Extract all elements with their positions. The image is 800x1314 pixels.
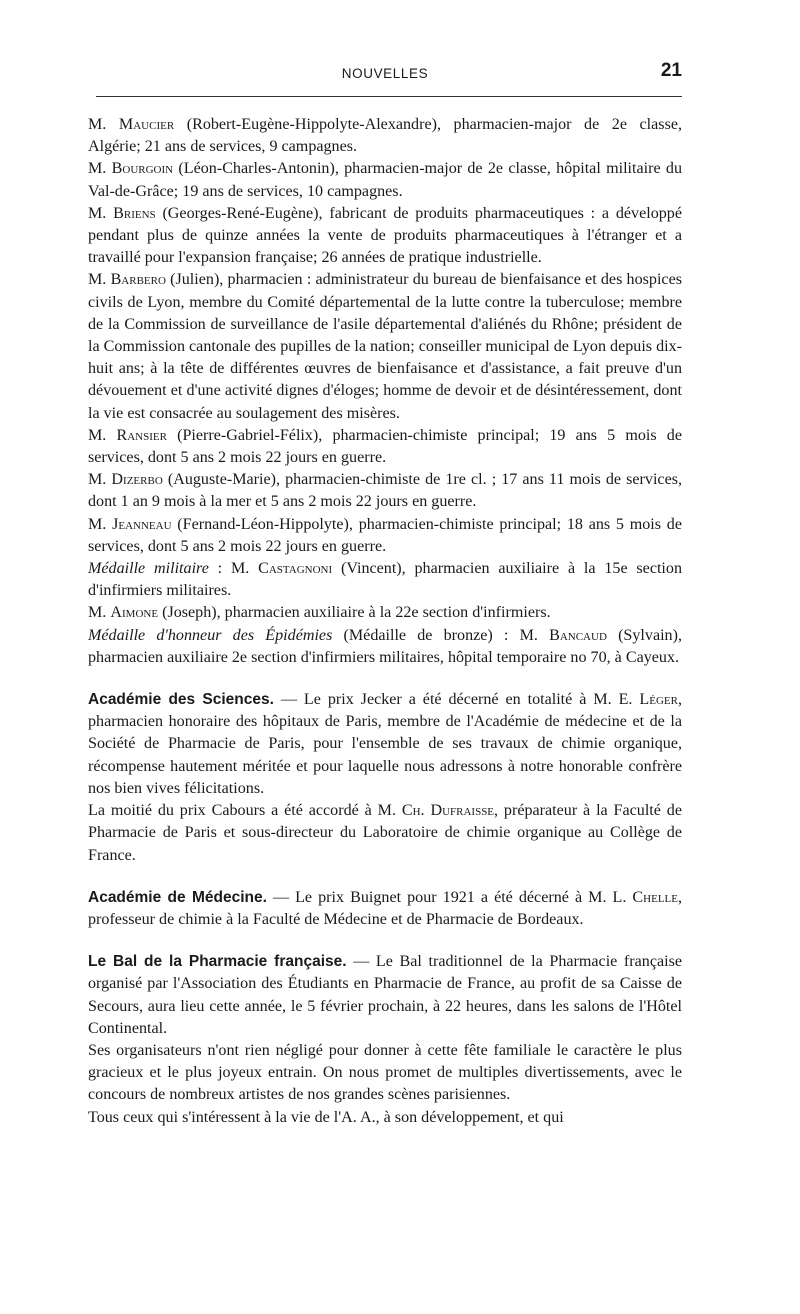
entry-prefix: M. bbox=[88, 426, 107, 444]
section-heading-medecine: Académie de Médecine. bbox=[88, 888, 267, 906]
entry-connector: (Médaille de bronze) : M. bbox=[332, 626, 550, 644]
entry-aimone bbox=[88, 602, 682, 624]
entry-castagnoni bbox=[88, 558, 682, 602]
entry-bourgoin bbox=[88, 158, 682, 202]
sciences-paragraph-1 bbox=[88, 689, 682, 800]
entry-prefix: M. bbox=[88, 116, 107, 133]
entry-text: (Georges-René-Eugène), fabricant de produits pharmaceutiques : a développé pendant plus de quinze années la vente de produits pharmaceutiques à l'étranger et a travaillé pour l'expansion française; 26 années de pratique industrielle. bbox=[88, 204, 682, 267]
paragraph-text: , professeur de chimie à la Faculté de Médecine et de Pharmacie de Bordeaux. bbox=[88, 888, 683, 928]
person-name: Bancaud bbox=[549, 626, 607, 644]
paragraph-text: — Le prix Buignet pour 1921 a été décerné à M. L. bbox=[266, 888, 633, 906]
paragraph-text: , pharmacien honoraire des hôpitaux de Paris, membre de l'Académie de médecine et de la Société de Pharmacie de Paris, pour l'ensemble de ses travaux de chimie organique, récompense hautement méritée et pour laquelle nous adressons à notre honorable confrère nos bien vives félicitations. bbox=[88, 691, 682, 797]
article-body bbox=[88, 114, 682, 1129]
entry-bancaud bbox=[88, 625, 682, 669]
entry-jeanneau bbox=[88, 514, 682, 558]
person-name: Aimone bbox=[110, 604, 159, 622]
section-spacer bbox=[88, 867, 682, 887]
entry-dizerbo bbox=[88, 469, 682, 513]
paragraph-text: — Le Bal traditionnel de la Pharmacie française organisé par l'Association des Étudiants en Pharmacie de France, au profit de sa Caisse de Secours, aura lieu cette année, le 5 février prochain, à 22 heures, dans les salons de l'Hôtel Continental. bbox=[88, 953, 683, 1037]
entry-briens bbox=[88, 203, 682, 270]
sciences-paragraph-2 bbox=[88, 800, 682, 867]
entry-prefix: M. bbox=[88, 160, 107, 178]
section-spacer bbox=[88, 669, 682, 689]
paragraph-text: La moitié du prix Cabours a été accordé à M. bbox=[88, 802, 402, 820]
entry-text: (Joseph), pharmacien auxiliaire à la 22e section d'infirmiers. bbox=[158, 604, 551, 622]
section-spacer bbox=[88, 931, 682, 951]
entry-text: (Julien), pharmacien : administrateur du bureau de bienfaisance et des hospices civils de Lyon, membre du Comité départemental de la lutte contre la tuberculose; membre de la Commission de surveillance de l'asile départemental d'aliénés du Rhône; président de la Commission cantonale des pupilles de la nation; conseiller municipal de Lyon depuis dix-huit ans; à la tête de différentes œuvres de bienfaisance et d'assistance, a fait preuve d'un dévouement et d'une activité dignes d'éloges; homme de devoir et de désintéressement, dont la vie est consacrée au soulagement des misères. bbox=[88, 271, 683, 422]
page-number: 21 bbox=[660, 60, 682, 81]
person-name: Barbero bbox=[110, 271, 166, 289]
entry-barbero bbox=[88, 269, 682, 424]
person-name: Léger bbox=[639, 691, 678, 709]
entry-prefix: M. bbox=[88, 604, 107, 622]
header-rule bbox=[96, 96, 682, 97]
entry-text: (Pierre-Gabriel-Félix), pharmacien-chimiste principal; 19 ans 5 mois de services, dont 5 ans 2 mois 22 jours en guerre. bbox=[88, 426, 682, 467]
award-title: Médaille d'honneur des Épidémies bbox=[88, 626, 333, 644]
person-name: Ch. Dufraisse bbox=[401, 802, 495, 820]
entry-text: (Robert-Eugène-Hippolyte-Alexandre), pharmacien-major de 2e classe, Algérie; 21 ans de services, 9 campagnes. bbox=[88, 116, 682, 156]
bal-paragraph-3 bbox=[88, 1107, 682, 1129]
entry-text: (Auguste-Marie), pharmacien-chimiste de 1re cl. ; 17 ans 11 mois de services, dont 1 an 9 mois à la mer et 5 ans 2 mois 22 jours en guerre. bbox=[88, 471, 682, 511]
person-name: Briens bbox=[113, 204, 156, 222]
running-header-title: NOUVELLES bbox=[341, 66, 429, 81]
bal-paragraph-1 bbox=[88, 951, 682, 1040]
entry-text: (Léon-Charles-Antonin), pharmacien-major de 2e classe, hôpital militaire du Val-de-Grâce; 19 ans de services, 10 campagnes. bbox=[88, 160, 682, 200]
entry-text: (Fernand-Léon-Hippolyte), pharmacien-chimiste principal; 18 ans 5 mois de services, dont 5 ans 2 mois 22 jours en guerre. bbox=[88, 515, 682, 555]
award-title: Médaille militaire bbox=[88, 560, 209, 578]
paragraph-text: , préparateur à la Faculté de Pharmacie de Paris et sous-directeur du Laboratoire de chimie organique au Collège de France. bbox=[88, 802, 682, 864]
person-name: Bourgoin bbox=[111, 160, 174, 178]
person-name: Dizerbo bbox=[111, 471, 163, 489]
entry-prefix: M. bbox=[88, 471, 107, 489]
entry-prefix: M. bbox=[88, 271, 107, 289]
person-name: Jeanneau bbox=[112, 515, 172, 533]
section-heading-sciences: Académie des Sciences. bbox=[88, 691, 274, 709]
entry-connector: : M. bbox=[208, 560, 259, 578]
bal-paragraph-2 bbox=[88, 1040, 682, 1107]
running-header bbox=[88, 62, 682, 86]
paragraph-text: — Le prix Jecker a été décerné en totalité à M. E. bbox=[273, 691, 640, 709]
entry-ransier bbox=[88, 425, 682, 469]
person-name: Ransier bbox=[116, 426, 167, 444]
entry-text: (Vincent), pharmacien auxiliaire à la 15e section d'infirmiers militaires. bbox=[88, 560, 682, 600]
person-name: Chelle bbox=[632, 888, 678, 906]
paragraph-text: Ses organisateurs n'ont rien négligé pour donner à cette fête familiale le caractère le plus gracieux et le plus joyeux entrain. On nous promet de multiples divertissements, avec le concours de nombreux artistes de nos grandes scènes parisiennes. bbox=[88, 1041, 682, 1104]
entry-maucier bbox=[88, 114, 682, 158]
entry-text: (Sylvain), pharmacien auxiliaire 2e section d'infirmiers militaires, hôpital temporaire no 70, à Cayeux. bbox=[88, 626, 682, 666]
medecine-paragraph bbox=[88, 887, 682, 931]
person-name: Maucier bbox=[118, 116, 175, 133]
entry-prefix: M. bbox=[88, 515, 107, 533]
person-name: Castagnoni bbox=[258, 560, 333, 578]
entry-prefix: M. bbox=[88, 204, 107, 222]
paragraph-text: Tous ceux qui s'intéressent à la vie de l'A. A., à son développement, et qui bbox=[88, 1108, 564, 1126]
section-heading-bal: Le Bal de la Pharmacie française. bbox=[88, 953, 347, 971]
